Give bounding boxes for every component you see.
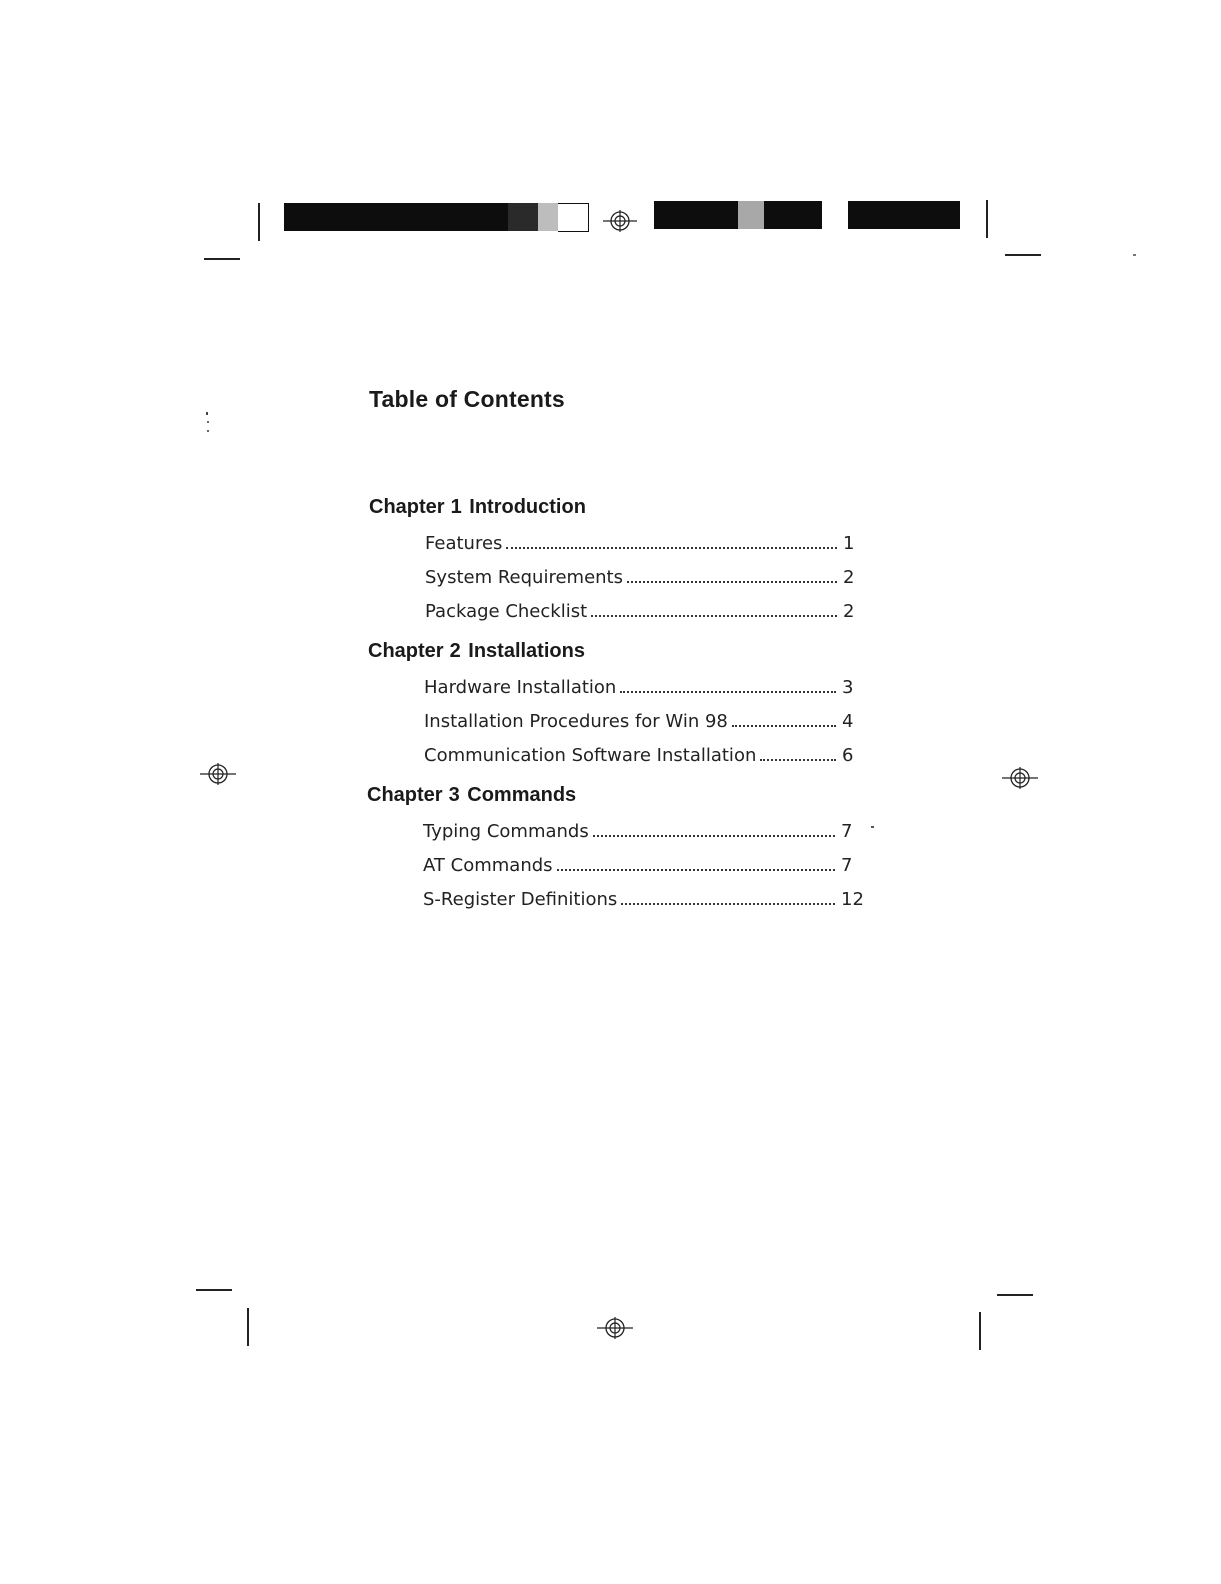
- crop-mark-icon: [204, 258, 240, 260]
- toc-entry[interactable]: [425, 528, 859, 554]
- chapter-name: Introduction: [469, 496, 586, 518]
- toc-page-number: 1: [843, 533, 855, 554]
- chapter-name: Installations: [468, 640, 585, 662]
- registration-mark-icon: [601, 208, 639, 234]
- chapter-name: Commands: [467, 784, 577, 806]
- toc-entry[interactable]: [424, 740, 858, 766]
- chapter-label: Chapter: [367, 784, 443, 806]
- toc-page-number: 3: [842, 677, 854, 698]
- toc-entry-label: S-Register Definitions: [423, 889, 618, 910]
- dot-leader: [593, 835, 835, 837]
- dot-leader: [760, 759, 836, 761]
- chapter-label: Chapter: [368, 640, 444, 662]
- scan-speck: [871, 826, 874, 828]
- crop-mark-icon: [196, 1289, 232, 1291]
- chapter-heading: [368, 640, 585, 663]
- toc-entry-label: AT Commands: [423, 855, 553, 876]
- toc-page-number: 7: [841, 855, 853, 876]
- toc-entry[interactable]: [423, 850, 865, 876]
- crop-mark-icon: [1005, 254, 1041, 256]
- toc-entry[interactable]: [424, 706, 858, 732]
- chapter-heading: [367, 784, 576, 807]
- chapter-number: 1: [450, 496, 462, 518]
- registration-mark-icon: [595, 1314, 635, 1342]
- scan-speck: [207, 421, 209, 423]
- toc-entry-label: Hardware Installation: [424, 677, 617, 698]
- dot-leader: [506, 547, 837, 549]
- toc-entry-label: Features: [425, 533, 503, 554]
- toc-entry-label: Typing Commands: [423, 821, 589, 842]
- toc-entry[interactable]: [425, 562, 859, 588]
- crop-mark-icon: [979, 1312, 981, 1350]
- toc-page-number: 2: [843, 567, 855, 588]
- toc-page-number: 4: [842, 711, 854, 732]
- dot-leader: [621, 903, 835, 905]
- crop-mark-icon: [258, 203, 260, 241]
- registration-mark-icon: [1000, 764, 1040, 792]
- toc-entry[interactable]: [423, 884, 865, 910]
- toc-page-number: 2: [843, 601, 855, 622]
- toc-page-number: 7: [841, 821, 853, 842]
- toc-entry[interactable]: [423, 816, 865, 842]
- scan-speck: [206, 412, 208, 415]
- registration-mark-icon: [198, 760, 238, 788]
- crop-mark-icon: [986, 200, 988, 238]
- crop-mark-icon: [997, 1294, 1033, 1296]
- toc-page-number: 12: [841, 889, 864, 910]
- chapter-label: Chapter: [369, 496, 445, 518]
- toc-entry-label: System Requirements: [425, 567, 623, 588]
- scan-speck: [1133, 254, 1136, 256]
- dot-leader: [557, 869, 835, 871]
- dot-leader: [620, 691, 836, 693]
- chapter-number: 3: [448, 784, 460, 806]
- toc-entry[interactable]: [424, 672, 858, 698]
- toc-entry-label: Communication Software Installation: [424, 745, 757, 766]
- dot-leader: [627, 581, 837, 583]
- toc-entry[interactable]: [425, 596, 859, 622]
- dot-leader: [591, 615, 837, 617]
- dot-leader: [732, 725, 836, 727]
- chapter-heading: [369, 496, 586, 519]
- chapter-number: 2: [449, 640, 461, 662]
- toc-entry-label: Package Checklist: [425, 601, 588, 622]
- toc-entry-label: Installation Procedures for Win 98: [424, 711, 728, 732]
- toc-page-number: 6: [842, 745, 854, 766]
- scan-speck: [207, 430, 209, 432]
- crop-mark-icon: [247, 1308, 249, 1346]
- page-title: Table of Contents: [369, 386, 565, 412]
